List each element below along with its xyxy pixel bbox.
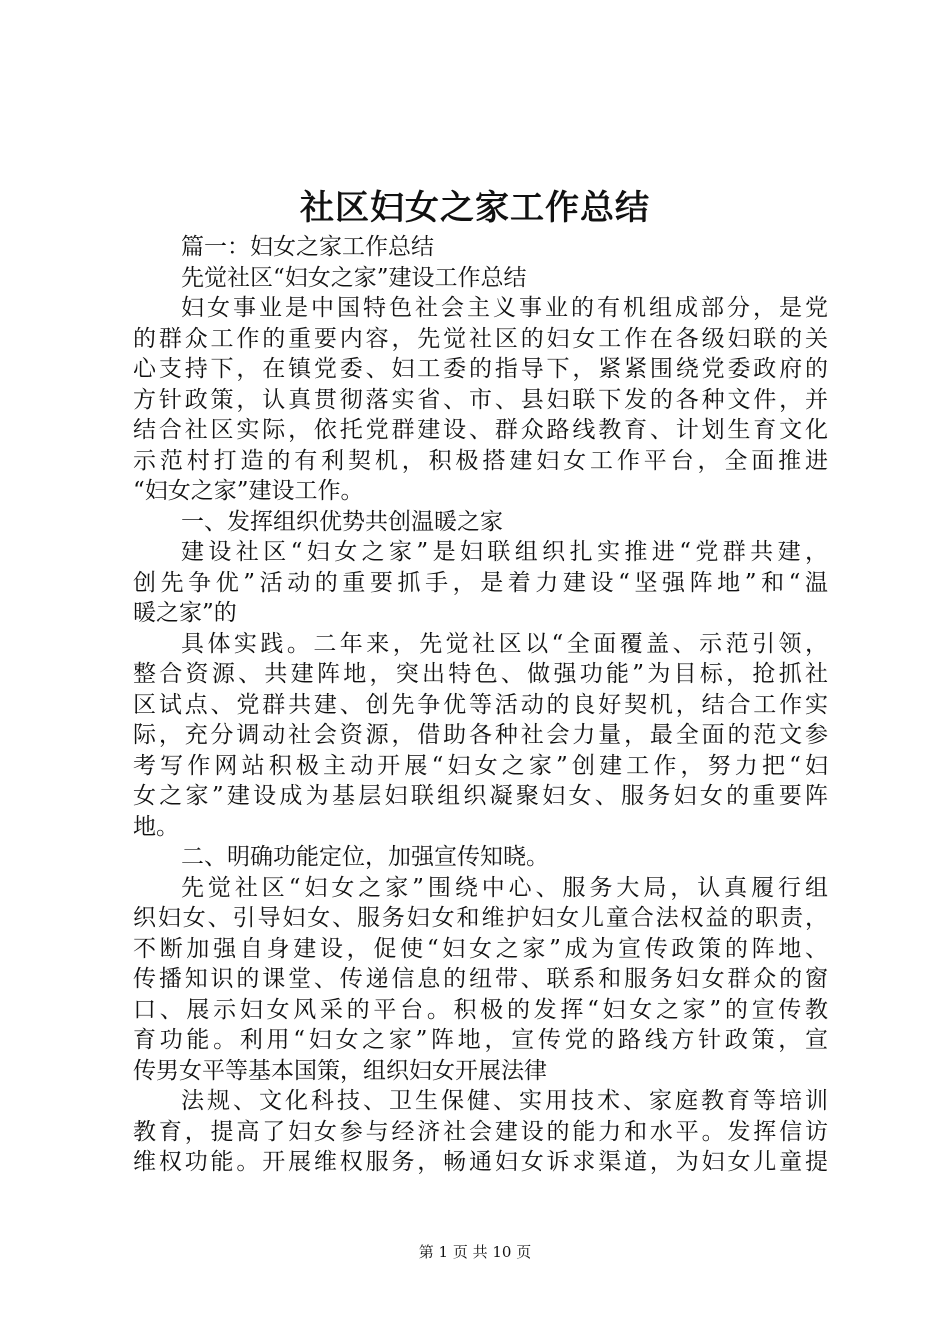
text-line: 篇一：妇女之家工作总结 xyxy=(181,234,434,260)
section-heading: 二、明确功能定位，加强宣传知晓。 xyxy=(181,844,549,870)
text-line: 先觉社区“妇女之家”建设工作总结 xyxy=(181,264,527,291)
text-line: 不断加强自身建设，促使“妇女之家”成为宣传政策的阵地、 xyxy=(133,935,828,962)
text-line: 区试点、党群共建、创先争优等活动的良好契机，结合工作实 xyxy=(133,691,828,718)
text-line: 创先争优”活动的重要抓手，是着力建设“坚强阵地”和“温 xyxy=(133,569,828,596)
text-line: 结合社区实际，依托党群建设、群众路线教育、计划生育文化 xyxy=(133,417,828,443)
text-line: 法规、文化科技、卫生保健、实用技术、家庭教育等培训 xyxy=(181,1088,828,1114)
text-line: 心支持下，在镇党委、妇工委的指导下，紧紧围绕党委政府的 xyxy=(133,356,828,382)
text-line: 先觉社区“妇女之家”围绕中心、服务大局，认真履行组 xyxy=(181,874,828,901)
document-body xyxy=(133,232,828,1178)
text-line: 暖之家”的 xyxy=(133,600,237,626)
text-line: 方针政策，认真贯彻落实省、市、县妇联下发的各种文件，并 xyxy=(133,386,828,413)
text-line: 地。 xyxy=(133,813,179,840)
page-footer: 第 1 页 共 10 页 xyxy=(418,1243,532,1261)
text-line: 育功能。利用“妇女之家”阵地，宣传党的路线方针政策，宣 xyxy=(133,1027,828,1053)
text-line: 的群众工作的重要内容，先觉社区的妇女工作在各级妇联的关 xyxy=(133,325,828,352)
text-line: 织妇女、引导妇女、服务妇女和维护妇女儿童合法权益的职责， xyxy=(133,905,828,931)
text-line: 维权功能。开展维权服务，畅通妇女诉求渠道，为妇女儿童提 xyxy=(133,1149,828,1175)
text-line: 口、展示妇女风采的平台。积极的发挥“妇女之家”的宣传教 xyxy=(133,996,828,1023)
text-line: 整合资源、共建阵地，突出特色、做强功能”为目标，抢抓社 xyxy=(133,661,828,687)
text-line: 示范村打造的有利契机，积极搭建妇女工作平台，全面推进 xyxy=(133,447,828,474)
text-line: 具体实践。二年来，先觉社区以“全面覆盖、示范引领， xyxy=(181,630,828,657)
text-line: 教育，提高了妇女参与经济社会建设的能力和水平。发挥信访 xyxy=(133,1118,828,1145)
text-line: “妇女之家”建设工作。 xyxy=(133,478,364,504)
document-title: 社区妇女之家工作总结 xyxy=(300,188,650,228)
text-line: 妇女事业是中国特色社会主义事业的有机组成部分，是党 xyxy=(181,295,828,321)
text-line: 考写作网站积极主动开展“妇女之家”创建工作，努力把“妇 xyxy=(133,752,828,779)
text-line: 建设社区“妇女之家”是妇联组织扎实推进“党群共建， xyxy=(181,539,828,565)
text-line: 际，充分调动社会资源，借助各种社会力量，最全面的范文参 xyxy=(133,722,828,748)
section-heading: 一、发挥组织优势共创温暖之家 xyxy=(181,508,503,535)
text-line: 女之家”建设成为基层妇联组织凝聚妇女、服务妇女的重要阵 xyxy=(133,783,828,809)
text-line: 传男女平等基本国策，组织妇女开展法律 xyxy=(133,1057,547,1084)
text-line: 传播知识的课堂、传递信息的纽带、联系和服务妇女群众的窗 xyxy=(133,966,828,992)
